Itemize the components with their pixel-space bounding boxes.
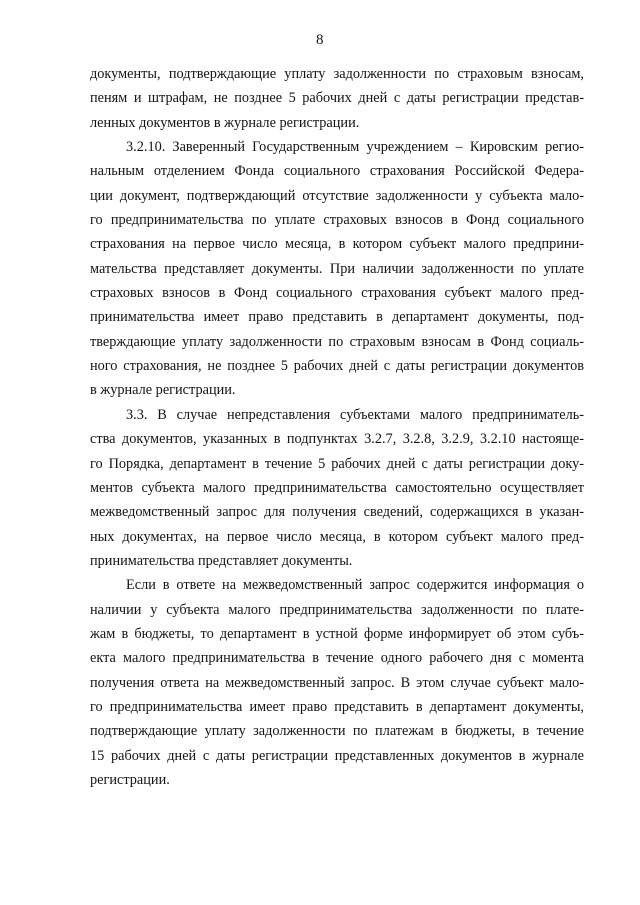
text-line: получения ответа на межведомственный запрос. В этом случае субъект мало- (90, 674, 584, 691)
page-number: 8 (316, 32, 324, 48)
text-line: наличии у субъекта малого предпринимательства задолженности по плате- (90, 601, 584, 618)
text-line: го Порядка, департамент в течение 5 рабочих дней с даты регистрации доку- (90, 455, 584, 472)
text-line: Если в ответе на межведомственный запрос содержится информация о (126, 577, 584, 594)
text-line: екта малого предпринимательства в течение одного рабочего дня с момента (90, 650, 584, 667)
text-line: 3.2.10. Заверенный Государственным учреждением – Кировским регио- (126, 139, 584, 156)
text-line: 3.3. В случае непредставления субъектами малого предприниматель- (126, 406, 584, 423)
text-line: документы, подтверждающие уплату задолженности по страховым взносам, (90, 66, 584, 82)
text-line: ментов субъекта малого предпринимательства самостоятельно осуществляет (90, 479, 584, 496)
text-line: мательства представляет документы. При наличии задолженности по уплате (90, 260, 584, 277)
text-line: тверждающие уплату задолженности по страховым взносам в Фонд социаль- (90, 333, 584, 350)
text-line: нальным отделением Фонда социального страхования Российской Федера- (90, 163, 584, 180)
text-line: страховых взносов в Фонд социального страхования субъект малого пред- (90, 285, 584, 302)
text-line: принимательства имеет право представить в департамент документы, под- (90, 309, 584, 326)
text-line: ленных документов в журнале регистрации. (90, 114, 360, 131)
document-body (90, 62, 584, 792)
text-line: регистрации. (90, 771, 170, 788)
text-line: го предпринимательства по уплате страховых взносов в Фонд социального (90, 212, 584, 229)
text-line: ного страхования, не позднее 5 рабочих дней с даты регистрации документов (90, 358, 584, 375)
text-line: ных документах, на первое число месяца, в котором субъект малого пред- (90, 528, 584, 545)
text-line: принимательства представляет документы. (90, 552, 353, 569)
text-line: подтверждающие уплату задолженности по платежам в бюджеты, в течение (90, 723, 584, 740)
text-line: в журнале регистрации. (90, 382, 236, 399)
text-line: 15 рабочих дней с даты регистрации представленных документов в журнале (90, 747, 584, 764)
text-line: го предпринимательства имеет право представить в департамент документы, (90, 698, 584, 715)
text-line: ства документов, указанных в подпунктах 3.2.7, 3.2.8, 3.2.9, 3.2.10 настояще- (90, 431, 584, 448)
text-line: пеням и штрафам, не позднее 5 рабочих дней с даты регистрации представ- (90, 90, 584, 107)
text-line: межведомственный запрос для получения сведений, содержащихся в указан- (90, 504, 584, 521)
text-line: ции документ, подтверждающий отсутствие задолженности у субъекта мало- (90, 187, 584, 204)
text-line: страхования на первое число месяца, в котором субъект малого предприни- (90, 236, 584, 253)
text-line: жам в бюджеты, то департамент в устной форме информирует об этом субъ- (90, 625, 584, 642)
